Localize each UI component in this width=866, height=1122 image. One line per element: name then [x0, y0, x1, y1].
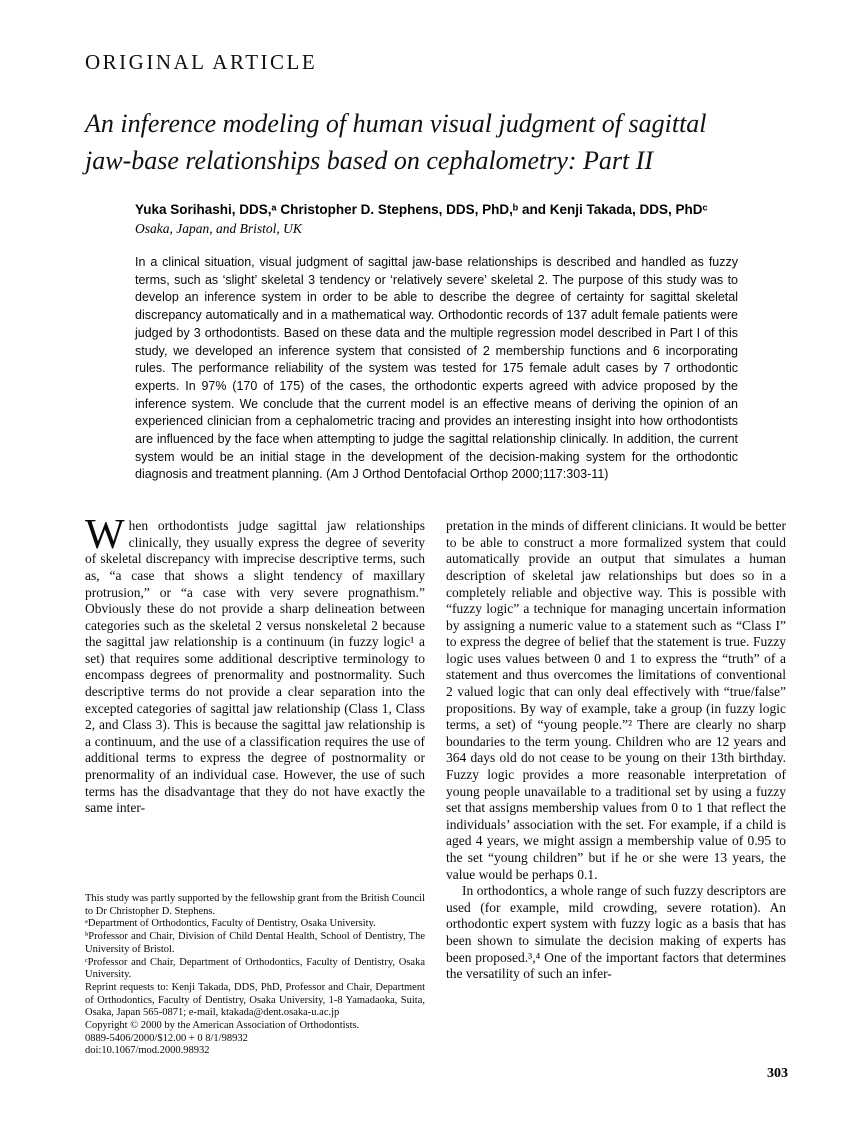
section-label: ORIGINAL ARTICLE — [85, 50, 318, 74]
footnote-doi: doi:10.1067/mod.2000.98932 — [85, 1045, 210, 1057]
article-title — [85, 105, 787, 179]
body-right-paragraph-1: pretation in the minds of different clinicians. It would be better to be able to construct a more formalized system that could automatically provide an output that simulates a human description of skeletal jaw relationships but does so in a completely reliable and objective way. This is possible with “fuzzy logic” a technique for managing uncertain information by assigning a numeric value to a statement such as “Class I” to express the degree of belief that the statement is true. Fuzzy logic uses values between 0 and 1 to express the “truth” of a statement and thus overcomes the limitations of conventional 2 valued logic that can only deal effectively with “true/false” propositions. By way of example, take a group (in fuzzy logic terms, a set) of “young people.”² There are clearly no sharp boundaries to the term young. Children who are 12 years and 364 days old do not cease to be young on their 13th birthday. Fuzzy logic provides a more reasonable interpretation of young people unavailable to a traditional set by using a fuzzy set that assigns membership values from 0 to 1 that reflect the individuals’ association with the set. For example, if a child is aged 4 years, we might assign a membership value of 0.95 to the set “young children” but if he or she were 13 years, the value would be perhaps 0.1. — [446, 518, 786, 882]
footnote-issn-code: 0889-5406/2000/$12.00 + 0 8/1/98932 — [85, 1032, 248, 1044]
footnote-funding: This study was partly supported by the fellowship grant from the British Council to Dr Christopher D. Stephens. — [85, 893, 425, 917]
body-columns — [85, 512, 787, 1058]
footnotes-block — [85, 893, 425, 1058]
footnote-affiliation-b: ᵇProfessor and Chair, Division of Child Dental Health, School of Dentistry, The University of Bristol. — [85, 931, 425, 955]
abstract-paragraph: In a clinical situation, visual judgment of sagittal jaw-base relationships is described and handled as fuzzy terms, such as ‘slight’ skeletal 3 tendency or ‘relatively severe’ skeletal 2. The purpose of this study was to develop an inference system in order to be able to describe the degree of certainty for sagittal skeletal discrepancy automatically and in a mathematical way. Orthodontic records of 137 adult female patients were judged by 3 orthodontists. Based on these data and the multiple regression model described in Part I of this study, we developed an inference system that consisted of 2 membership functions and 6 incorporating rules. The performance reliability of the system was tested for 175 female adult cases by 7 orthodontic experts. In 97% (170 of 175) of the cases, the orthodontic experts agreed with advice proposed by the inference system. We conclude that the current model is an effective means of deriving the opinion of an experienced clinician from a cephalometric tracing and provides an interesting insight into how orthodontists are influenced by the face when attempting to judge the sagittal relationship clinically. In addition, the current system would be an initial stage in the development of the decision-making system for the orthodontic diagnosis and treatment planning. (Am J Orthod Dentofacial Orthop 2000;117:303-11) — [135, 255, 738, 482]
page-content — [85, 50, 787, 1058]
footnote-reprint-requests: Reprint requests to: Kenji Takada, DDS, PhD, Professor and Chair, Department of Orthodontics, Faculty of Dentistry, Osaka University, 1-8 Yamadaoka, Suita, Osaka, Japan 565-0871; e-mail, ktakada@dent.osaka-u.ac.jp — [85, 981, 425, 1019]
byline-block — [135, 201, 738, 484]
right-column — [446, 518, 786, 1058]
dropcap-w: W — [85, 512, 125, 559]
article-title-line-2: jaw-base relationships based on cephalometry: Part II — [85, 146, 654, 175]
footnote-copyright: Copyright © 2000 by the American Association of Orthodontists. — [85, 1020, 360, 1032]
left-column — [85, 512, 425, 1058]
footnote-affiliation-c: ᶜProfessor and Chair, Department of Orthodontics, Faculty of Dentistry, Osaka University. — [85, 956, 425, 981]
affiliation-line: Osaka, Japan, and Bristol, UK — [135, 221, 302, 236]
article-title-line-1: An inference modeling of human visual judgment of sagittal — [85, 109, 707, 138]
body-left-paragraph: hen orthodontists judge sagittal jaw relationships clinically, they usually express the degree of severity of skeletal discrepancy with imprecise descriptive terms, such as, “a case that shows a slight tendency of maxillary protrusion,” or “a case with very severe prognathism.” Obviously these do not provide a sharp delineation between categories such as the skeletal 2 versus nonskeletal 2 because the sagittal jaw relationship is a continuum (in fuzzy logic¹ a set) that requires some additional descriptive terminology to encompass degrees of prenormality and postnormality. Such descriptive terms do not provide a clear separation into the excepted categories of sagittal jaw relationship (Class 1, Class 2, and Class 3). This is because the sagittal jaw relationship is a continuum, and the use of a classification requires the use of additional terms to express the degree of postnormality or prenormality of an individual case. However, the use of such terms has the disadvantage that they do not have exactly the same inter- — [85, 518, 425, 816]
body-left-paragraph-wrap — [85, 512, 425, 817]
footnote-affiliation-a: ᵃDepartment of Orthodontics, Faculty of Dentistry, Osaka University. — [85, 918, 376, 930]
page-number: 303 — [767, 1066, 788, 1081]
body-right-paragraph-2: In orthodontics, a whole range of such fuzzy descriptors are used (for example, mild crowding, severe rotation). An orthodontic expert system with fuzzy logic as a basis that has been shown to simulate the decision making of experts has been proposed.³,⁴ One of the important factors that determines the versatility of such an infer- — [446, 883, 786, 982]
authors-line: Yuka Sorihashi, DDS,ᵃ Christopher D. Stephens, DDS, PhD,ᵇ and Kenji Takada, DDS, PhDᶜ — [135, 202, 708, 217]
